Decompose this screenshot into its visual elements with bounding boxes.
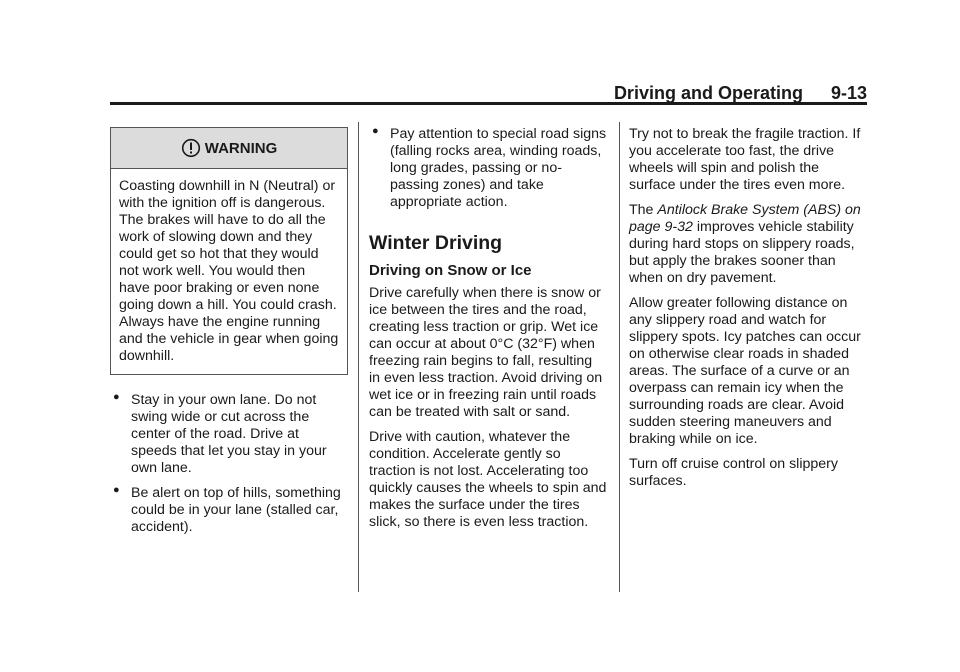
- section-title: Driving and Operating: [613, 82, 803, 103]
- bullet-icon: ●: [372, 125, 379, 137]
- warning-text: Coasting downhill in N (Neutral) or with the ignition off is dangerous. The brakes will have to do all the work of slowing down and they could get so hot that they would not work well. You would then have poor braking or even none going down a hill. You could crash. Always have the engine running and the vehicle in gear when going downhill.: [119, 178, 339, 364]
- paragraph: Allow greater following distance on any slippery road and watch for slippery spots. Icy patches can occur on otherwise clear roads in shaded areas. The surface of a curve or an overpass can remain icy when the surrounding roads are clear. Avoid sudden steering maneuvers and braking while on ice.: [629, 295, 861, 447]
- list-item: [369, 126, 607, 211]
- paragraph: Drive carefully when there is snow or ice between the tires and the road, creating less traction or grip. Wet ice can occur at about 0°C (32°F) when freezing rain begins to fall, resulting in even less traction. Avoid driving on wet ice or in freezing rain until roads can be treated with salt or sand.: [369, 285, 603, 420]
- subsection-heading: Driving on Snow or Ice: [369, 262, 532, 279]
- list-item-text: Be alert on top of hills, something could be in your lane (stalled car, accident).: [131, 485, 341, 535]
- text-run: improves vehicle stability during hard stops on slippery roads, but apply the brakes sooner than when on dry pavement.: [629, 219, 855, 286]
- column-1: [110, 127, 348, 544]
- cross-reference-link[interactable]: Antilock Brake System (ABS) on page 9-32: [629, 202, 861, 235]
- text-run: The: [629, 202, 658, 218]
- paragraph: [629, 202, 869, 287]
- list-item: [110, 485, 348, 536]
- section-heading: Winter Driving: [369, 232, 503, 254]
- bullet-list: [110, 392, 348, 536]
- paragraph: Try not to break the fragile traction. If you accelerate too fast, the drive wheels will spin and polish the surface under the tires even more.: [629, 126, 861, 193]
- bullet-list: [369, 126, 607, 211]
- column-divider: [358, 122, 359, 592]
- warning-box: [110, 127, 348, 375]
- bullet-icon: ●: [113, 484, 120, 496]
- list-item-text: Stay in your own lane. Do not swing wide or cut across the center of the road. Drive at speeds that let you stay in your own lane.: [131, 392, 327, 476]
- column-2: [369, 126, 607, 539]
- warning-title: WARNING: [204, 139, 278, 157]
- page-number: 9-13: [830, 82, 867, 103]
- header-rule: [110, 102, 867, 105]
- paragraph: Turn off cruise control on slippery surfaces.: [629, 456, 838, 489]
- column-3: [629, 126, 869, 498]
- paragraph: Drive with caution, whatever the condition. Accelerate gently so traction is not lost. Accelerating too quickly causes the wheels to spin and makes the surface under the tires slick, so there is even less traction.: [369, 429, 607, 530]
- warning-icon: [181, 138, 201, 158]
- list-item-text: Pay attention to special road signs (falling rocks area, winding roads, long grades, passing or no-passing zones) and take appropriate action.: [390, 126, 607, 210]
- list-item: [110, 392, 348, 477]
- warning-header: [111, 128, 347, 169]
- column-divider: [619, 122, 620, 592]
- bullet-icon: ●: [113, 391, 120, 403]
